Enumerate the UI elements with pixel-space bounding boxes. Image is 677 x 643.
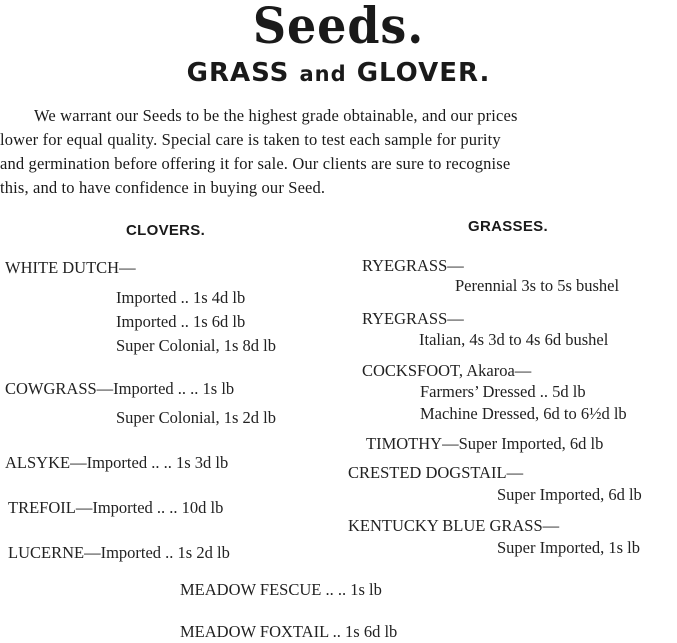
subtitle-glover: GLOVER. xyxy=(356,58,491,88)
page-title: Seeds. xyxy=(252,0,425,55)
subtitle-grass: GRASS xyxy=(186,58,290,88)
subtitle xyxy=(0,58,677,88)
list-item: Super Colonial, 1s 2d lb xyxy=(116,408,276,427)
list-item: MEADOW FESCUE .. .. 1s lb xyxy=(180,580,382,599)
list-item: Farmers’ Dressed .. 5d lb xyxy=(420,382,586,401)
list-item: RYEGRASS— xyxy=(362,309,464,328)
list-item: MEADOW FOXTAIL .. 1s 6d lb xyxy=(180,622,398,641)
intro-line: and germination before offering it for sale. Our clients are sure to recognise xyxy=(0,154,511,173)
list-item: Super Imported, 1s lb xyxy=(497,538,640,557)
list-item: COWGRASS—Imported .. .. 1s lb xyxy=(5,379,235,398)
list-item: KENTUCKY BLUE GRASS— xyxy=(348,516,560,535)
list-item: Machine Dressed, 6d to 6½d lb xyxy=(420,404,627,423)
list-item: WHITE DUTCH— xyxy=(5,258,136,277)
list-item: Imported .. 1s 6d lb xyxy=(116,312,246,331)
list-item: CRESTED DOGSTAIL— xyxy=(348,463,524,482)
list-item: Perennial 3s to 5s bushel xyxy=(455,276,620,295)
list-item: Super Imported, 6d lb xyxy=(497,485,642,504)
subtitle-and: and xyxy=(299,62,347,86)
list-item: LUCERNE—Imported .. 1s 2d lb xyxy=(8,543,230,562)
list-item: Imported .. 1s 4d lb xyxy=(116,288,246,307)
intro-line: We warrant our Seeds to be the highest grade obtainable, and our prices xyxy=(34,106,518,125)
list-item: TREFOIL—Imported .. .. 10d lb xyxy=(8,498,224,517)
list-item: RYEGRASS— xyxy=(362,256,464,275)
grasses-heading: GRASSES. xyxy=(468,218,548,235)
list-item: COCKSFOOT, Akaroa— xyxy=(362,361,532,380)
list-item: ALSYKE—Imported .. .. 1s 3d lb xyxy=(5,453,229,472)
clovers-heading: CLOVERS. xyxy=(126,222,206,239)
intro-line: this, and to have confidence in buying our Seed. xyxy=(0,178,326,197)
list-item: Italian, 4s 3d to 4s 6d bushel xyxy=(419,330,609,349)
list-item: TIMOTHY—Super Imported, 6d lb xyxy=(366,434,604,453)
list-item: Super Colonial, 1s 8d lb xyxy=(116,336,276,355)
intro-line: lower for equal quality. Special care is taken to test each sample for purity xyxy=(0,130,501,149)
